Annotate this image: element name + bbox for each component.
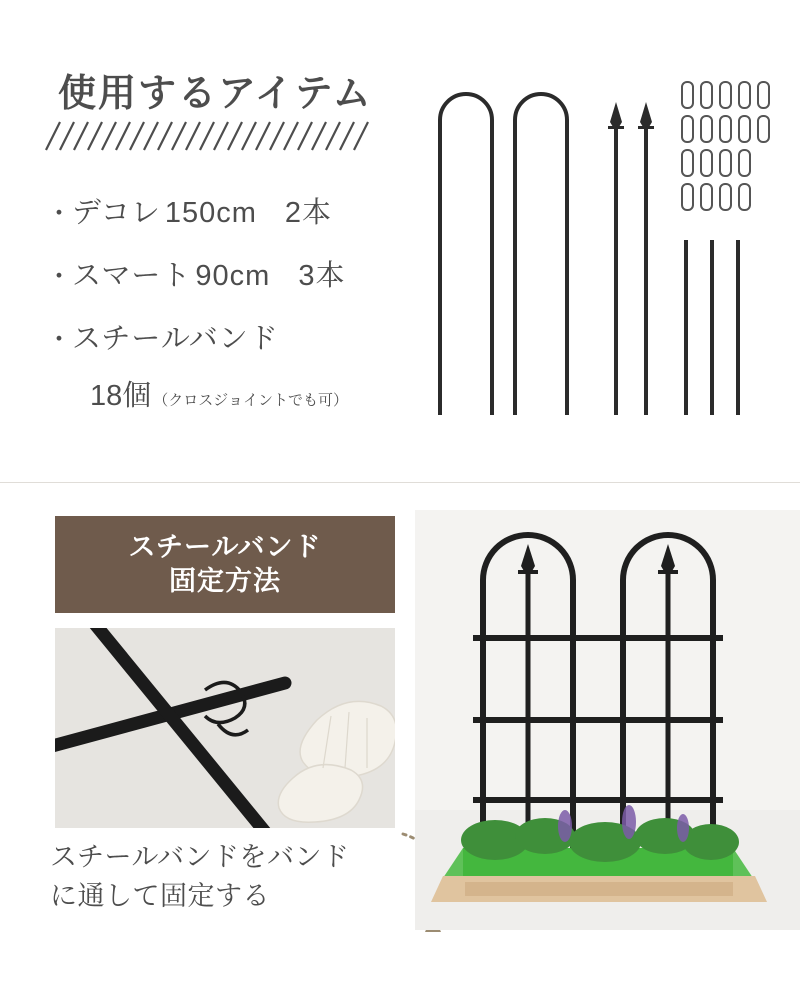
list-item <box>46 253 446 294</box>
items-list <box>46 190 446 414</box>
finished-trellis-photo <box>415 510 800 930</box>
band-header-line2: 固定方法 <box>169 565 281 596</box>
items-section <box>0 0 800 480</box>
page-title: 使用するアイテム <box>58 73 373 115</box>
hatched-underline-decoration <box>44 120 384 154</box>
band-caption <box>50 838 410 916</box>
steel-band-count: 18個 <box>90 380 152 412</box>
list-item <box>46 190 446 231</box>
band-header-banner <box>55 516 395 613</box>
band-header-line1: スチールバンド <box>128 531 322 562</box>
item-label: スチールバンド <box>72 323 279 355</box>
band-caption-line2: に通して固定する <box>50 881 270 912</box>
parts-photo <box>420 60 770 450</box>
steel-band-count-row <box>90 373 446 414</box>
list-item <box>46 316 446 357</box>
item-size: 90cm <box>195 260 271 292</box>
section-divider <box>0 482 800 483</box>
item-quantity: 2本 <box>284 197 333 229</box>
bullet-icon: ・ <box>46 198 74 228</box>
bullet-icon: ・ <box>46 324 74 354</box>
item-label: デコレ <box>72 197 161 229</box>
bullet-icon: ・ <box>46 261 74 291</box>
band-caption-line1: スチールバンドをバンド <box>50 842 350 872</box>
item-size: 150cm <box>164 197 257 229</box>
band-section <box>0 500 800 984</box>
band-closeup-photo <box>55 628 395 828</box>
item-quantity: 3本 <box>298 260 346 292</box>
item-label: スマート <box>72 260 192 292</box>
steel-band-note: （クロスジョイントでも可） <box>153 392 348 409</box>
